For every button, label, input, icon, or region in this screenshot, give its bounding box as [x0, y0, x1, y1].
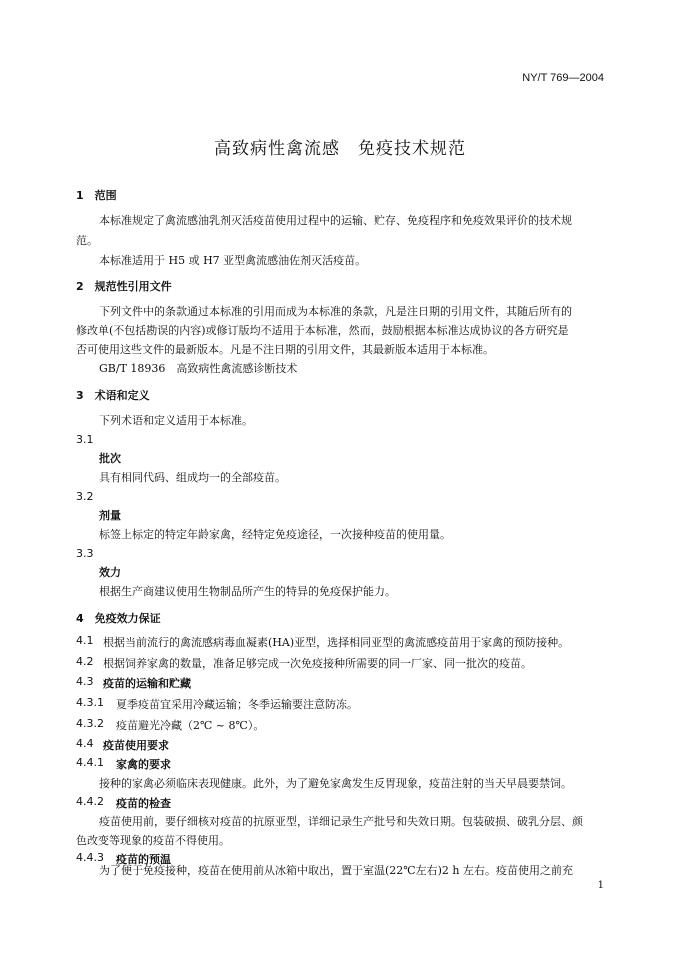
- term-3-name: 效力: [99, 566, 121, 579]
- clause-4-2-number: 4.2: [76, 655, 94, 668]
- clause-4-4-2-text-line-2: 色改变等现象的疫苗不得使用。: [76, 834, 230, 847]
- section-3-heading: 3 术语和定义: [76, 389, 150, 402]
- term-2-number: 3.2: [76, 490, 94, 503]
- clause-4-4-3-text: 为了便于免疫接种，疫苗在使用前从冰箱中取出，置于室温(22℃左右)2 h 左右。疫苗使用之前充: [99, 864, 573, 877]
- section-2-paragraph-line-3: 否可使用这些文件的最新版本。凡是不注日期的引用文件，其最新版本适用于本标准。: [76, 343, 494, 356]
- clause-4-3-heading: 疫苗的运输和贮藏: [103, 677, 191, 690]
- clause-4-1-number: 4.1: [76, 634, 94, 647]
- clause-4-2-text: 根据饲养家禽的数量，准备足够完成一次免疫接种所需要的同一厂家、同一批次的疫苗。: [103, 657, 532, 670]
- clause-4-4-heading: 疫苗使用要求: [103, 739, 169, 752]
- section-1-heading: 1 范围: [76, 189, 117, 202]
- section-2-paragraph-line-1: 下列文件中的条款通过本标准的引用而成为本标准的条款，凡是注日期的引用文件，其随后所有的: [99, 305, 572, 318]
- clause-4-1-text: 根据当前流行的禽流感病毒血凝素(HA)亚型，选择相同亚型的禽流感疫苗用于家禽的预防接种。: [103, 636, 570, 649]
- section-2-heading: 2 规范性引用文件: [76, 280, 172, 293]
- term-2-definition: 标签上标定的特定年龄家禽，经特定免疫途径，一次接种疫苗的使用量。: [99, 528, 451, 541]
- term-3-definition: 根据生产商建议使用生物制品所产生的特异的免疫保护能力。: [99, 585, 396, 598]
- section-1-paragraph-2: 本标准适用于 H5 或 H7 亚型禽流感油佐剂灭活疫苗。: [99, 254, 367, 267]
- clause-4-3-2-number: 4.3.2: [76, 717, 104, 730]
- clause-4-3-1-number: 4.3.1: [76, 696, 104, 709]
- term-1-name: 批次: [99, 452, 121, 465]
- clause-4-4-1-number: 4.4.1: [76, 756, 104, 769]
- clause-4-4-number: 4.4: [76, 737, 94, 750]
- section-3-intro: 下列术语和定义适用于本标准。: [99, 414, 253, 427]
- section-1-paragraph-1: 本标准规定了禽流感油乳剂灭活疫苗使用过程中的运输、贮存、免疫程序和免疫效果评价的技术规: [99, 214, 572, 227]
- standard-number: NY/T 769—2004: [522, 72, 604, 84]
- page-number: 1: [597, 880, 604, 891]
- term-1-number: 3.1: [76, 433, 94, 446]
- clause-4-4-3-heading: 疫苗的预温: [116, 853, 171, 866]
- clause-4-4-3-number: 4.4.3: [76, 851, 104, 864]
- clause-4-3-number: 4.3: [76, 675, 94, 688]
- normative-reference: GB/T 18936 高致病性禽流感诊断技术: [99, 362, 298, 375]
- document-title: 高致病性禽流感 免疫技术规范: [214, 139, 466, 159]
- clause-4-4-1-heading: 家禽的要求: [116, 758, 171, 771]
- section-2-paragraph-line-2: 修改单(不包括勘误的内容)或修订版均不适用于本标准，然而，鼓励根据本标准达成协议的各方研究是: [76, 324, 569, 337]
- section-4-heading: 4 免疫效力保证: [76, 612, 161, 625]
- clause-4-4-2-heading: 疫苗的检查: [116, 797, 171, 810]
- term-2-name: 剂量: [99, 509, 121, 522]
- clause-4-4-2-number: 4.4.2: [76, 795, 104, 808]
- clause-4-4-1-text: 接种的家禽必须临床表现健康。此外，为了避免家禽发生反胃现象，疫苗注射的当天早晨要禁饲。: [99, 777, 572, 790]
- section-1-paragraph-1-cont: 范。: [76, 234, 98, 247]
- term-3-number: 3.3: [76, 547, 94, 560]
- clause-4-4-2-text-line-1: 疫苗使用前，要仔细核对疫苗的抗原亚型，详细记录生产批号和失效日期。包装破损、破乳分层、颜: [99, 815, 583, 828]
- clause-4-3-1-text: 夏季疫苗宜采用冷藏运输；冬季运输要注意防冻。: [116, 698, 358, 711]
- clause-4-3-2-text: 疫苗避光冷藏（2℃ ~ 8℃）。: [116, 719, 265, 732]
- term-1-definition: 具有相同代码、组成均一的全部疫苗。: [99, 471, 286, 484]
